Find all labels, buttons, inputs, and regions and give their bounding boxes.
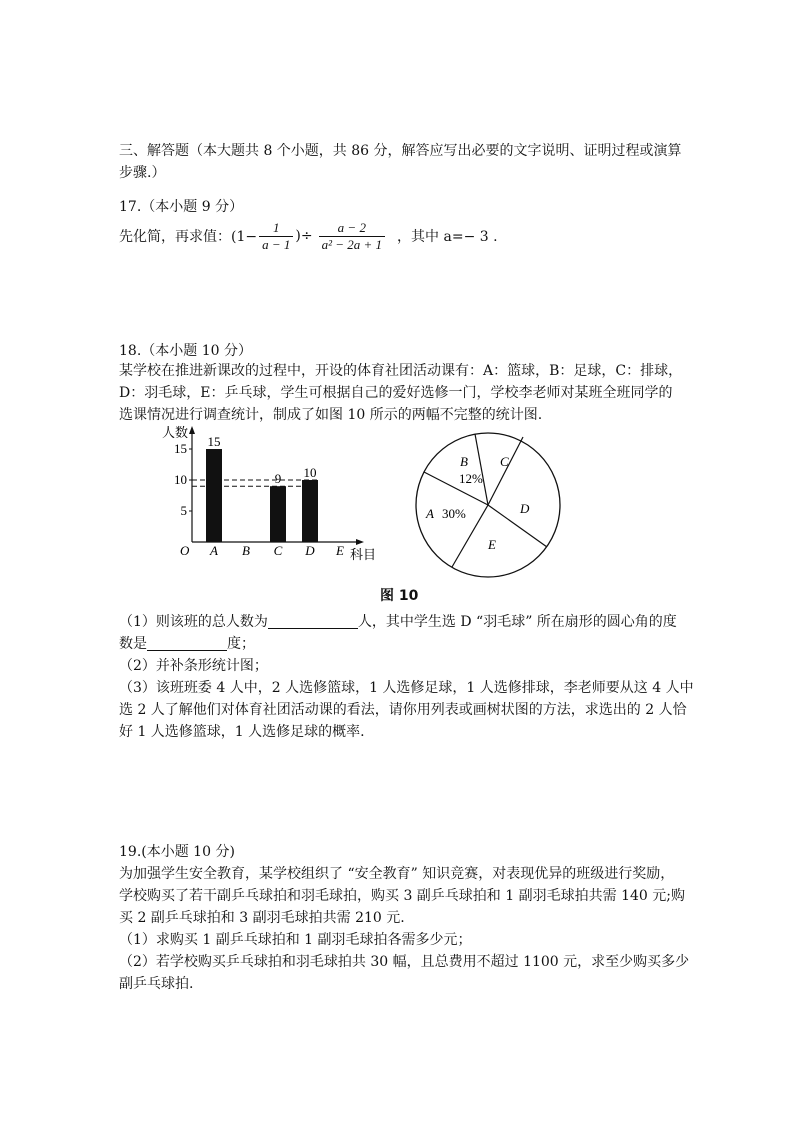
pie-label-e: E	[488, 537, 496, 552]
pie-percent-a: 30%	[442, 506, 466, 521]
q18-sub-1-d: 度；	[227, 636, 255, 652]
q18-header: 18.（本小题 10 分）	[119, 343, 252, 359]
x-axis-arrow	[356, 539, 364, 545]
q18-sub-3-line-2: 选 2 人了解他们对体育社团活动课的看法，请你用列表或画树状图的方法，求选出的 2 人恰	[119, 702, 687, 718]
figure-caption: 图 10	[380, 588, 419, 604]
pie-label-a: A	[426, 506, 434, 521]
q18-sub-1-b: 人，其中学生选 D “羽毛球” 所在扇形的圆心角的度	[357, 614, 677, 630]
y-tick-label: 10	[174, 472, 187, 487]
q18-sub-1	[119, 611, 677, 631]
y-tick-label: 15	[174, 441, 187, 456]
q18-text-line-1: 某学校在推进新课改的过程中，开设的体育社团活动课有：A：篮球，B：足球，C：排球，	[119, 363, 683, 379]
q18-sub-3-line-1: （3）该班班委 4 人中，2 人选修篮球，1 人选修足球，1 人选修排球，李老师要从这 4 人中	[119, 680, 694, 696]
pie-label-b: B	[460, 454, 468, 469]
y-tick-label: 5	[180, 503, 187, 518]
y-axis-arrow	[189, 426, 195, 434]
answer-blank-angle[interactable]	[147, 636, 227, 651]
q17-operator: )÷	[295, 228, 313, 244]
pie-label-c: C	[500, 454, 509, 469]
q18-sub-1-a: （1）则该班的总人数为	[119, 614, 268, 630]
x-axis-label: 科目	[350, 547, 377, 562]
pie-divider-d-e	[488, 505, 547, 547]
q17-frac2-den: a² − 2a + 1	[321, 236, 383, 252]
pie-divider-c-d	[488, 437, 523, 505]
pie-percent-b: 12%	[459, 471, 483, 486]
x-category-label: B	[242, 543, 250, 558]
section-heading: 三、解答题（本大题共 8 个小题，共 86 分，解答应写出必要的文字说明、证明过程或演算	[119, 143, 682, 159]
q19-text-line-3: 买 2 副乒乓球拍和 3 副羽毛球拍共需 210 元.	[119, 910, 405, 926]
q19-text-line-2: 学校购买了若干副乒乓球拍和羽毛球拍，购买 3 副乒乓球拍和 1 副羽毛球拍共需 140 元;购	[119, 888, 685, 904]
bar-c	[270, 486, 286, 542]
origin-label: O	[180, 543, 190, 558]
q17-fraction-2	[319, 220, 385, 253]
x-category-label: E	[336, 543, 344, 558]
q17-frac1-num: 1	[259, 220, 293, 237]
q18-sub-2: （2）并补条形统计图；	[119, 658, 268, 674]
bar-data-label: 9	[274, 471, 282, 487]
q19-text-line-1: 为加强学生安全教育，某学校组织了 “安全教育” 知识竞赛，对表现优异的班级进行奖励，	[119, 866, 675, 882]
q19-sub-1: （1）求购买 1 副乒乓球拍和 1 副羽毛球拍各需多少元；	[119, 932, 472, 948]
q17-frac1-den: a − 1	[262, 236, 291, 252]
q17-prefix: 先化简，再求值：(1−	[119, 229, 258, 245]
q17-header: 17.（本小题 9 分）	[119, 199, 244, 215]
bar-data-label: 10	[303, 465, 317, 480]
q17-fraction-1	[259, 220, 293, 253]
y-axis-label: 人数	[162, 425, 189, 440]
bar-data-label: 15	[207, 434, 221, 449]
q19-sub-2-line-2: 副乒乓球拍.	[119, 976, 194, 992]
q17-expression	[119, 216, 498, 256]
q17-suffix: ，其中 a=− 3 .	[397, 229, 498, 245]
q17-frac2-num: a − 2	[319, 220, 385, 237]
x-category-label: C	[273, 543, 283, 558]
section-heading-cont: 步骤.）	[119, 165, 166, 181]
q18-sub-3-line-3: 好 1 人选修篮球，1 人选修足球的概率.	[119, 724, 365, 740]
q19-sub-2-line-1: （2）若学校购买乒乓球拍和羽毛球拍共 30 幅，且总费用不超过 1100 元，求至少购买多少	[119, 954, 690, 970]
bar-chart	[160, 422, 390, 567]
x-categories	[209, 543, 344, 558]
x-category-label: A	[210, 543, 218, 558]
q18-sub-1-c: 数是	[119, 636, 147, 652]
bars	[206, 434, 318, 542]
pie-chart	[408, 428, 568, 582]
pie-label-d: D	[520, 501, 530, 516]
pie-divider-b-c	[475, 434, 488, 505]
q18-text-line-3: 选课情况进行调查统计，制成了如图 10 所示的两幅不完整的统计图.	[119, 407, 543, 423]
q19-header: 19.(本小题 10 分)	[119, 844, 235, 860]
y-ticks	[174, 441, 192, 518]
bar-a	[206, 449, 222, 542]
x-category-label: D	[305, 543, 315, 558]
bar-d	[302, 480, 318, 542]
q18-text-line-2: D：羽毛球，E：乒乓球，学生可根据自己的爱好选修一门，学校李老师对某班全班同学的	[119, 385, 673, 401]
answer-blank-total[interactable]	[268, 614, 358, 629]
q18-sub-1-cont	[119, 633, 255, 653]
